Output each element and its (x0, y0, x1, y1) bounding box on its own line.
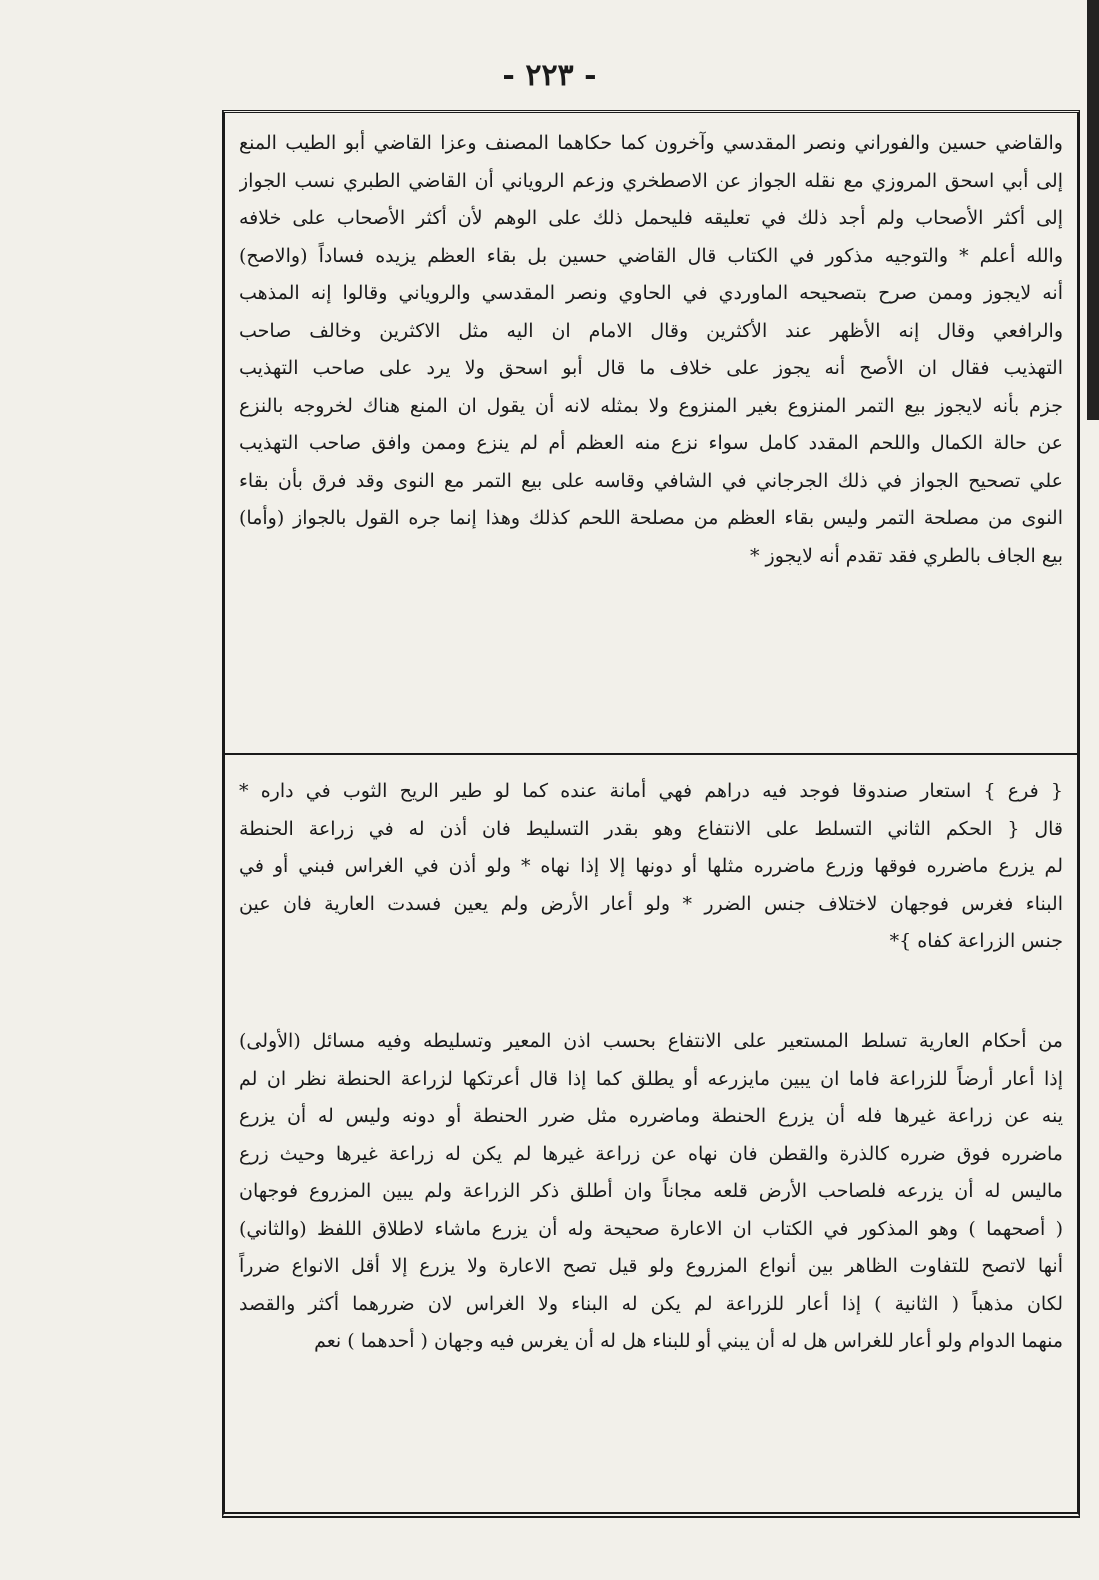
text-line: والرافعي وقال إنه الأظهر عند الأكثرين وقال الامام ان اليه مثل الاكثرين وخالف صاحب (239, 319, 1063, 342)
text-line: النوى من مصلحة التمر وليس بقاء العظم من مصلحة اللحم كذلك وهذا إنما جره القول بالجواز (وأما) (239, 507, 1063, 529)
text-line: بيع الجاف بالطري فقد تقدم أنه لايجوز * (750, 544, 1063, 567)
text-line: إلى أكثر الأصحاب ولم أجد ذلك في تعليقه فليحمل ذلك على الوهم لأن أكثر الأصحاب على خلافه (239, 207, 1063, 229)
page-frame (222, 110, 1080, 1518)
text-line: عن حالة الكمال واللحم المقدد كامل سواء نزع منه العظم أم لم ينزع وممن وافق صاحب التهذيب (239, 432, 1063, 454)
text-line: { فرع } استعار صندوقا فوجد فيه دراهم فهي أمانة عنده كما لو طير الريح الثوب في داره * (239, 780, 1063, 802)
text-line: إذا أعار أرضاً للزراعة فاما ان يبين مايزرعه أو يطلق كما إذا قال أعرتكها لزراعة الحنطة نظر ان لم (239, 1067, 1063, 1090)
text-line: لم يزرع ماضرره فوقها وزرع ماضرره مثلها أو دونها إلا إذا نهاه * ولو أذن في الغراس فبني أو في (239, 855, 1063, 877)
text-line: أنها لاتصح للتفاوت الظاهر بين أنواع المزروع ولو قيل تصح الاعارة ولا يزرع إلا أقل الانواع ضرراً (239, 1255, 1063, 1277)
text-line: ماضرره فوق ضرره كالذرة والقطن فان نهاه عن زراعة غيرها لم يكن له زراعة غيرها وحيث زرع (239, 1142, 1063, 1165)
text-line: جزم بأنه لايجوز بيع التمر المنزوع بغير المنزوع ولا بمثله لانه أن يقول ان المنع هناك لخروجه بالنزع (239, 394, 1063, 417)
text-line: من أحكام العارية تسلط المستعير على الانتفاع بحسب اذن المعير وتسليطه وفيه مسائل (الأولى) (239, 1030, 1063, 1052)
text-line: ماليس له أن يزرعه فلصاحب الأرض قلعه مجاناً وان أطلق ذكر الزراعة ولم يبين المزروع فوجهان (239, 1180, 1063, 1202)
text-line: منهما الدوام ولو أعار للغراس هل له أن يبني أو للبناء هل له أن يغرس فيه وجهان ( أحدهما ) نعم (314, 1330, 1063, 1352)
text-line: أنه لايجوز وممن صرح بتصحيحه الماوردي في الحاوي ونصر المقدسي والروياني وقالوا إنه المذهب (239, 282, 1063, 304)
text-line: ينه عن زراعة غيرها فله أن يزرع الحنطة وماضرره مثل ضرر الحنطة أو دونه وليس له أن يزرع (239, 1105, 1063, 1127)
page-edge-shadow (1087, 0, 1099, 420)
text-line: التهذيب فقال ان الأصح أنه يجوز على خلاف ما قال أبو اسحق ولا يرد على صاحب التهذيب (239, 357, 1063, 379)
commentary-bottom (239, 1023, 1063, 1361)
text-line: والقاضي حسين والفوراني ونصر المقدسي وآخرون كما حكاهما المصنف وعزا القاضي أبو الطيب المنع (239, 132, 1063, 154)
section-divider (225, 753, 1077, 755)
page-number: - ٢٢٣ - (502, 58, 597, 93)
matn-text (239, 773, 1063, 961)
text-line: إلى أبي اسحق المروزي مع نقله الجواز عن الاصطخري وزعم الروياني أن القاضي الطبري نسب الجواز (239, 169, 1063, 192)
text-line: البناء فغرس فوجهان لاختلاف جنس الضرر * ولو أعار الأرض ولم يعين فسدت العارية فان عين (239, 892, 1063, 915)
text-line: لكان مذهباً ( الثانية ) إذا أعار للزراعة لم يكن له البناء ولا الغراس لان ضررهما أكثر والقصد (239, 1292, 1063, 1315)
text-line: ( أصحهما ) وهو المذكور في الكتاب ان الاعارة صحيحة وله أن يزرع ماشاء لاطلاق اللفظ (والثاني) (239, 1217, 1063, 1240)
commentary-top (239, 125, 1063, 575)
text-line: قال { الحكم الثاني التسلط على الانتفاع وهو بقدر التسليط فان أذن له في زراعة الحنطة (239, 817, 1063, 840)
text-line: جنس الزراعة كفاه }* (889, 930, 1063, 952)
text-line: علي تصحيح الجواز في ذلك الجرجاني في الشافي وقاسه على بيع التمر مع النوى وقد فرق بأن بقاء (239, 469, 1063, 492)
text-line: والله أعلم * والتوجيه مذكور في الكتاب قال القاضي حسين بل بقاء العظم يزيده فساداً (والاصح) (239, 244, 1063, 267)
